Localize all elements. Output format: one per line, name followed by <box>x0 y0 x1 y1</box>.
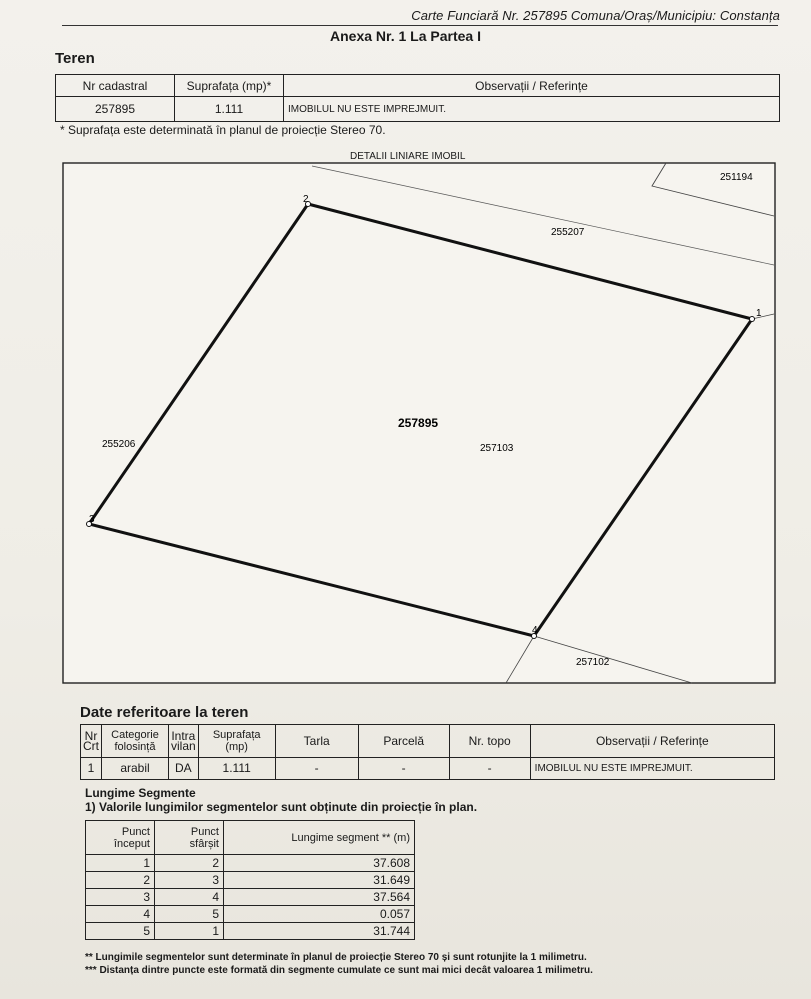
segment-length: 31.744 <box>224 923 415 940</box>
segment-row <box>86 906 415 923</box>
segmente-subtitle: 1) Valorile lungimilor segmentelor sunt obținute din proiecție în plan. <box>85 800 478 814</box>
col-categorie: Categorie folosință <box>102 725 169 758</box>
col-nr-cadastral: Nr cadastral <box>56 75 175 97</box>
cell-intravilan: DA <box>169 757 199 779</box>
parcel-number-label: 257895 <box>398 416 439 430</box>
cell-parcela: - <box>358 757 449 779</box>
carte-funciara-header: Carte Funciară Nr. 257895 Comuna/Oraș/Municipiu: Constanța <box>411 8 780 23</box>
col-observatii: Observații / Referințe <box>284 75 780 97</box>
col-punct-sfarsit: Punct sfârșit <box>155 821 224 855</box>
cell-categorie: arabil <box>102 757 169 779</box>
segment-start: 3 <box>86 889 155 906</box>
neighbour-label-257102: 257102 <box>576 657 610 668</box>
segment-row <box>86 872 415 889</box>
segment-row <box>86 855 415 872</box>
segmente-rows <box>86 855 415 940</box>
col-parcela: Parcelă <box>358 725 449 758</box>
point-label-3: 3 <box>89 514 95 525</box>
vertex-1 <box>750 317 755 322</box>
segment-length: 31.649 <box>224 872 415 889</box>
cell-observatii: IMOBILUL NU ESTE IMPREJMUIT. <box>284 97 780 122</box>
neighbour-label-255207: 255207 <box>551 227 585 238</box>
segment-end: 5 <box>155 906 224 923</box>
point-label-4: 4 <box>532 625 538 636</box>
date-teren-title: Date referitoare la teren <box>80 704 249 721</box>
col-lungime-segment: Lungime segment ** (m) <box>224 821 415 855</box>
segment-end: 2 <box>155 855 224 872</box>
cell-observatii-referinte: IMOBILUL NU ESTE IMPREJMUIT. <box>530 757 774 779</box>
cell-nr-crt: 1 <box>81 757 102 779</box>
col-tarla: Tarla <box>275 725 358 758</box>
teren-table <box>55 74 780 122</box>
col-nr-crt: Nr Crt <box>81 725 102 758</box>
plan-title: DETALII LINIARE IMOBIL <box>350 151 466 162</box>
point-label-2: 2 <box>303 194 309 205</box>
footnote-lungimi: ** Lungimile segmentelor sunt determinate în planul de proiecție Stereo 70 și sunt rotunjite la 1 milimetru. <box>85 952 587 963</box>
annex-title: Anexa Nr. 1 La Partea I <box>330 28 481 44</box>
cell-nr-cadastral: 257895 <box>56 97 175 122</box>
parcel-plan <box>62 162 776 684</box>
col-intravilan: Intra vilan <box>169 725 199 758</box>
teren-title: Teren <box>55 50 95 67</box>
segment-row <box>86 923 415 940</box>
neighbour-label-251194: 251194 <box>720 172 753 183</box>
footnote-distanta: *** Distanța dintre puncte este formată din segmente cumulate ce sunt mai mici decât valoarea 1 milimetru. <box>85 965 593 976</box>
neighbour-label-255206: 255206 <box>102 439 136 450</box>
cell-suprafata-mp: 1.111 <box>198 757 275 779</box>
segment-length: 0.057 <box>224 906 415 923</box>
segment-start: 5 <box>86 923 155 940</box>
col-punct-inceput: Punct început <box>86 821 155 855</box>
segment-row <box>86 889 415 906</box>
cell-suprafata: 1.111 <box>175 97 284 122</box>
cell-tarla: - <box>275 757 358 779</box>
segmente-table <box>85 820 415 940</box>
segment-end: 4 <box>155 889 224 906</box>
suprafata-note: * Suprafața este determinată în planul de proiecție Stereo 70. <box>60 123 386 137</box>
col-suprafata-mp: Suprafața (mp) <box>198 725 275 758</box>
col-observatii-referinte: Observații / Referințe <box>530 725 774 758</box>
neighbour-label-257103: 257103 <box>480 443 514 454</box>
segment-length: 37.564 <box>224 889 415 906</box>
date-teren-table <box>80 724 775 780</box>
col-suprafata: Suprafața (mp)* <box>175 75 284 97</box>
segmente-title: Lungime Segmente <box>85 786 196 800</box>
col-nr-topo: Nr. topo <box>449 725 530 758</box>
segment-start: 2 <box>86 872 155 889</box>
segment-start: 4 <box>86 906 155 923</box>
header-rule <box>62 25 778 26</box>
point-label-1: 1 <box>756 308 762 319</box>
cell-nr-topo: - <box>449 757 530 779</box>
segment-length: 37.608 <box>224 855 415 872</box>
segment-end: 3 <box>155 872 224 889</box>
segment-start: 1 <box>86 855 155 872</box>
segment-end: 1 <box>155 923 224 940</box>
